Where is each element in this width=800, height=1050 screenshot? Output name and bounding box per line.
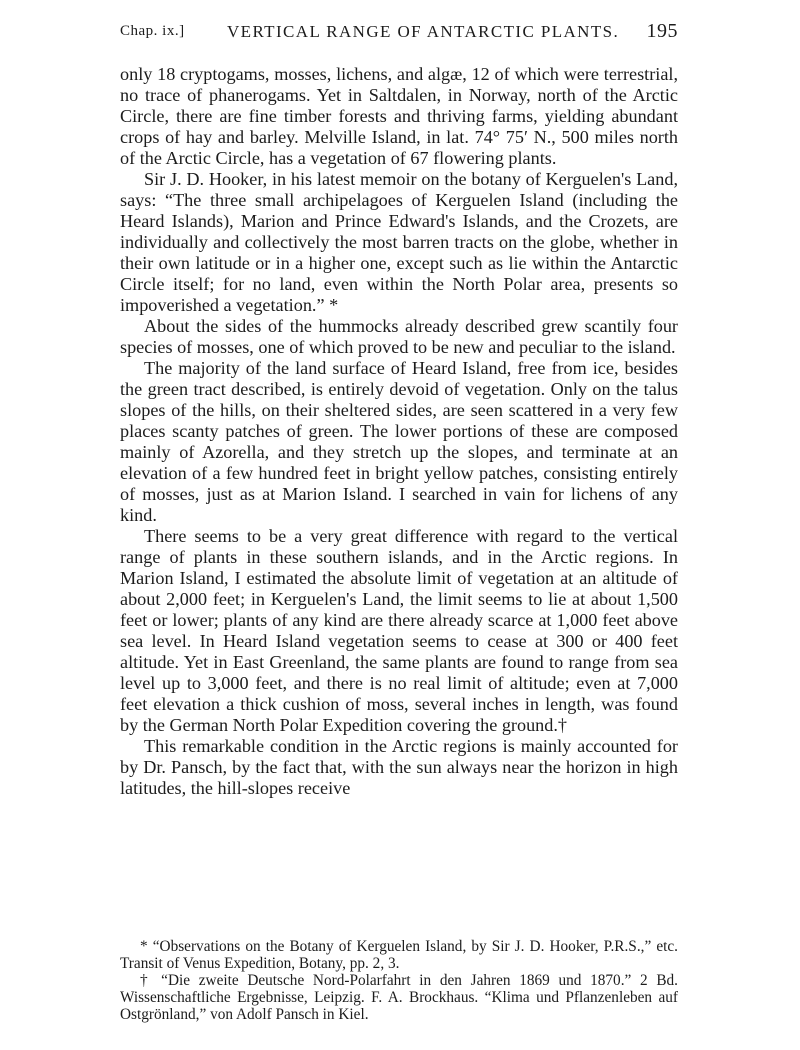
running-head xyxy=(120,20,678,46)
paragraph-continued: only 18 cryptogams, mosses, lichens, and algæ, 12 of which were terrestrial, no trace of phanerogams. Yet in Saltdalen, in Norway, north of the Arctic Circle, there are fine timber forests and thriving farms, yielding abundant crops of hay and barley. Melville Island, in lat. 74° 75′ N., 500 miles north of the Arctic Circle, has a vegetation of 67 flowering plants. xyxy=(120,64,678,168)
chapter-label: Chap. ix.] xyxy=(120,23,185,39)
paragraph-heard-island: The majority of the land surface of Heard Island, free from ice, besides the green tract described, is entirely devoid of vegetation. Only on the talus slopes of the hills, on their sheltered sides, are seen scattered in a very few places scanty patches of green. The lower portions of these are composed mainly of Azorella, and they stretch up the slopes, and terminate at an elevation of a few hundred feet in bright yellow patches, consisting entirely of mosses, just as at Marion Island. I searched in vain for lichens of any kind. xyxy=(120,358,678,525)
running-title: VERTICAL RANGE OF ANTARCTIC PLANTS. xyxy=(227,22,620,41)
footnotes xyxy=(120,938,678,1023)
body-text xyxy=(120,64,678,799)
paragraph-vertical-range: There seems to be a very great difference with regard to the vertical range of plants in these southern islands, and in the Arctic regions. In Marion Island, I estimated the absolute limit of vegetation at an altitude of about 2,000 feet; in Kerguelen's Land, the limit seems to lie at about 1,500 feet or lower; plants of any kind are there already scarce at 1,000 feet above sea level. In Heard Island vegetation seems to cease at 300 or 400 feet altitude. Yet in East Greenland, the same plants are found to range from sea level up to 3,000 feet, and there is no real limit of altitude; even at 7,000 feet elevation a thick cushion of moss, several inches in length, was found by the German North Polar Expedition covering the ground.† xyxy=(120,526,678,735)
footnote-pansch: † “Die zweite Deutsche Nord-Polarfahrt in den Jahren 1869 und 1870.” 2 Bd. Wissenschaftliche Ergebnisse, Leipzig. F. A. Brockhaus. “Klima und Pflanzenleben auf Ostgrönland,” von Adolf Pansch in Kiel. xyxy=(120,972,678,1023)
paragraph-mosses: About the sides of the hummocks already described grew scantily four species of mosses, one of which proved to be new and peculiar to the island. xyxy=(120,316,678,357)
paragraph-hooker-quote: Sir J. D. Hooker, in his latest memoir on the botany of Kerguelen's Land, says: “The three small archipelagoes of Kerguelen Island (including the Heard Islands), Marion and Prince Edward's Islands, and the Crozets, are individually and collectively the most barren tracts on the globe, whether in their own latitude or in a higher one, except such as lie within the Antarctic Circle itself; for no land, even within the North Polar area, presents so impoverished a vegetation.” * xyxy=(120,169,678,315)
footnote-hooker: * “Observations on the Botany of Kerguelen Island, by Sir J. D. Hooker, P.R.S.,” etc. Transit of Venus Expedition, Botany, pp. 2, 3. xyxy=(120,938,678,972)
paragraph-pansch: This remarkable condition in the Arctic regions is mainly accounted for by Dr. Pansch, by the fact that, with the sun always near the horizon in high latitudes, the hill-slopes receive xyxy=(120,736,678,798)
page-number: 195 xyxy=(646,20,678,42)
